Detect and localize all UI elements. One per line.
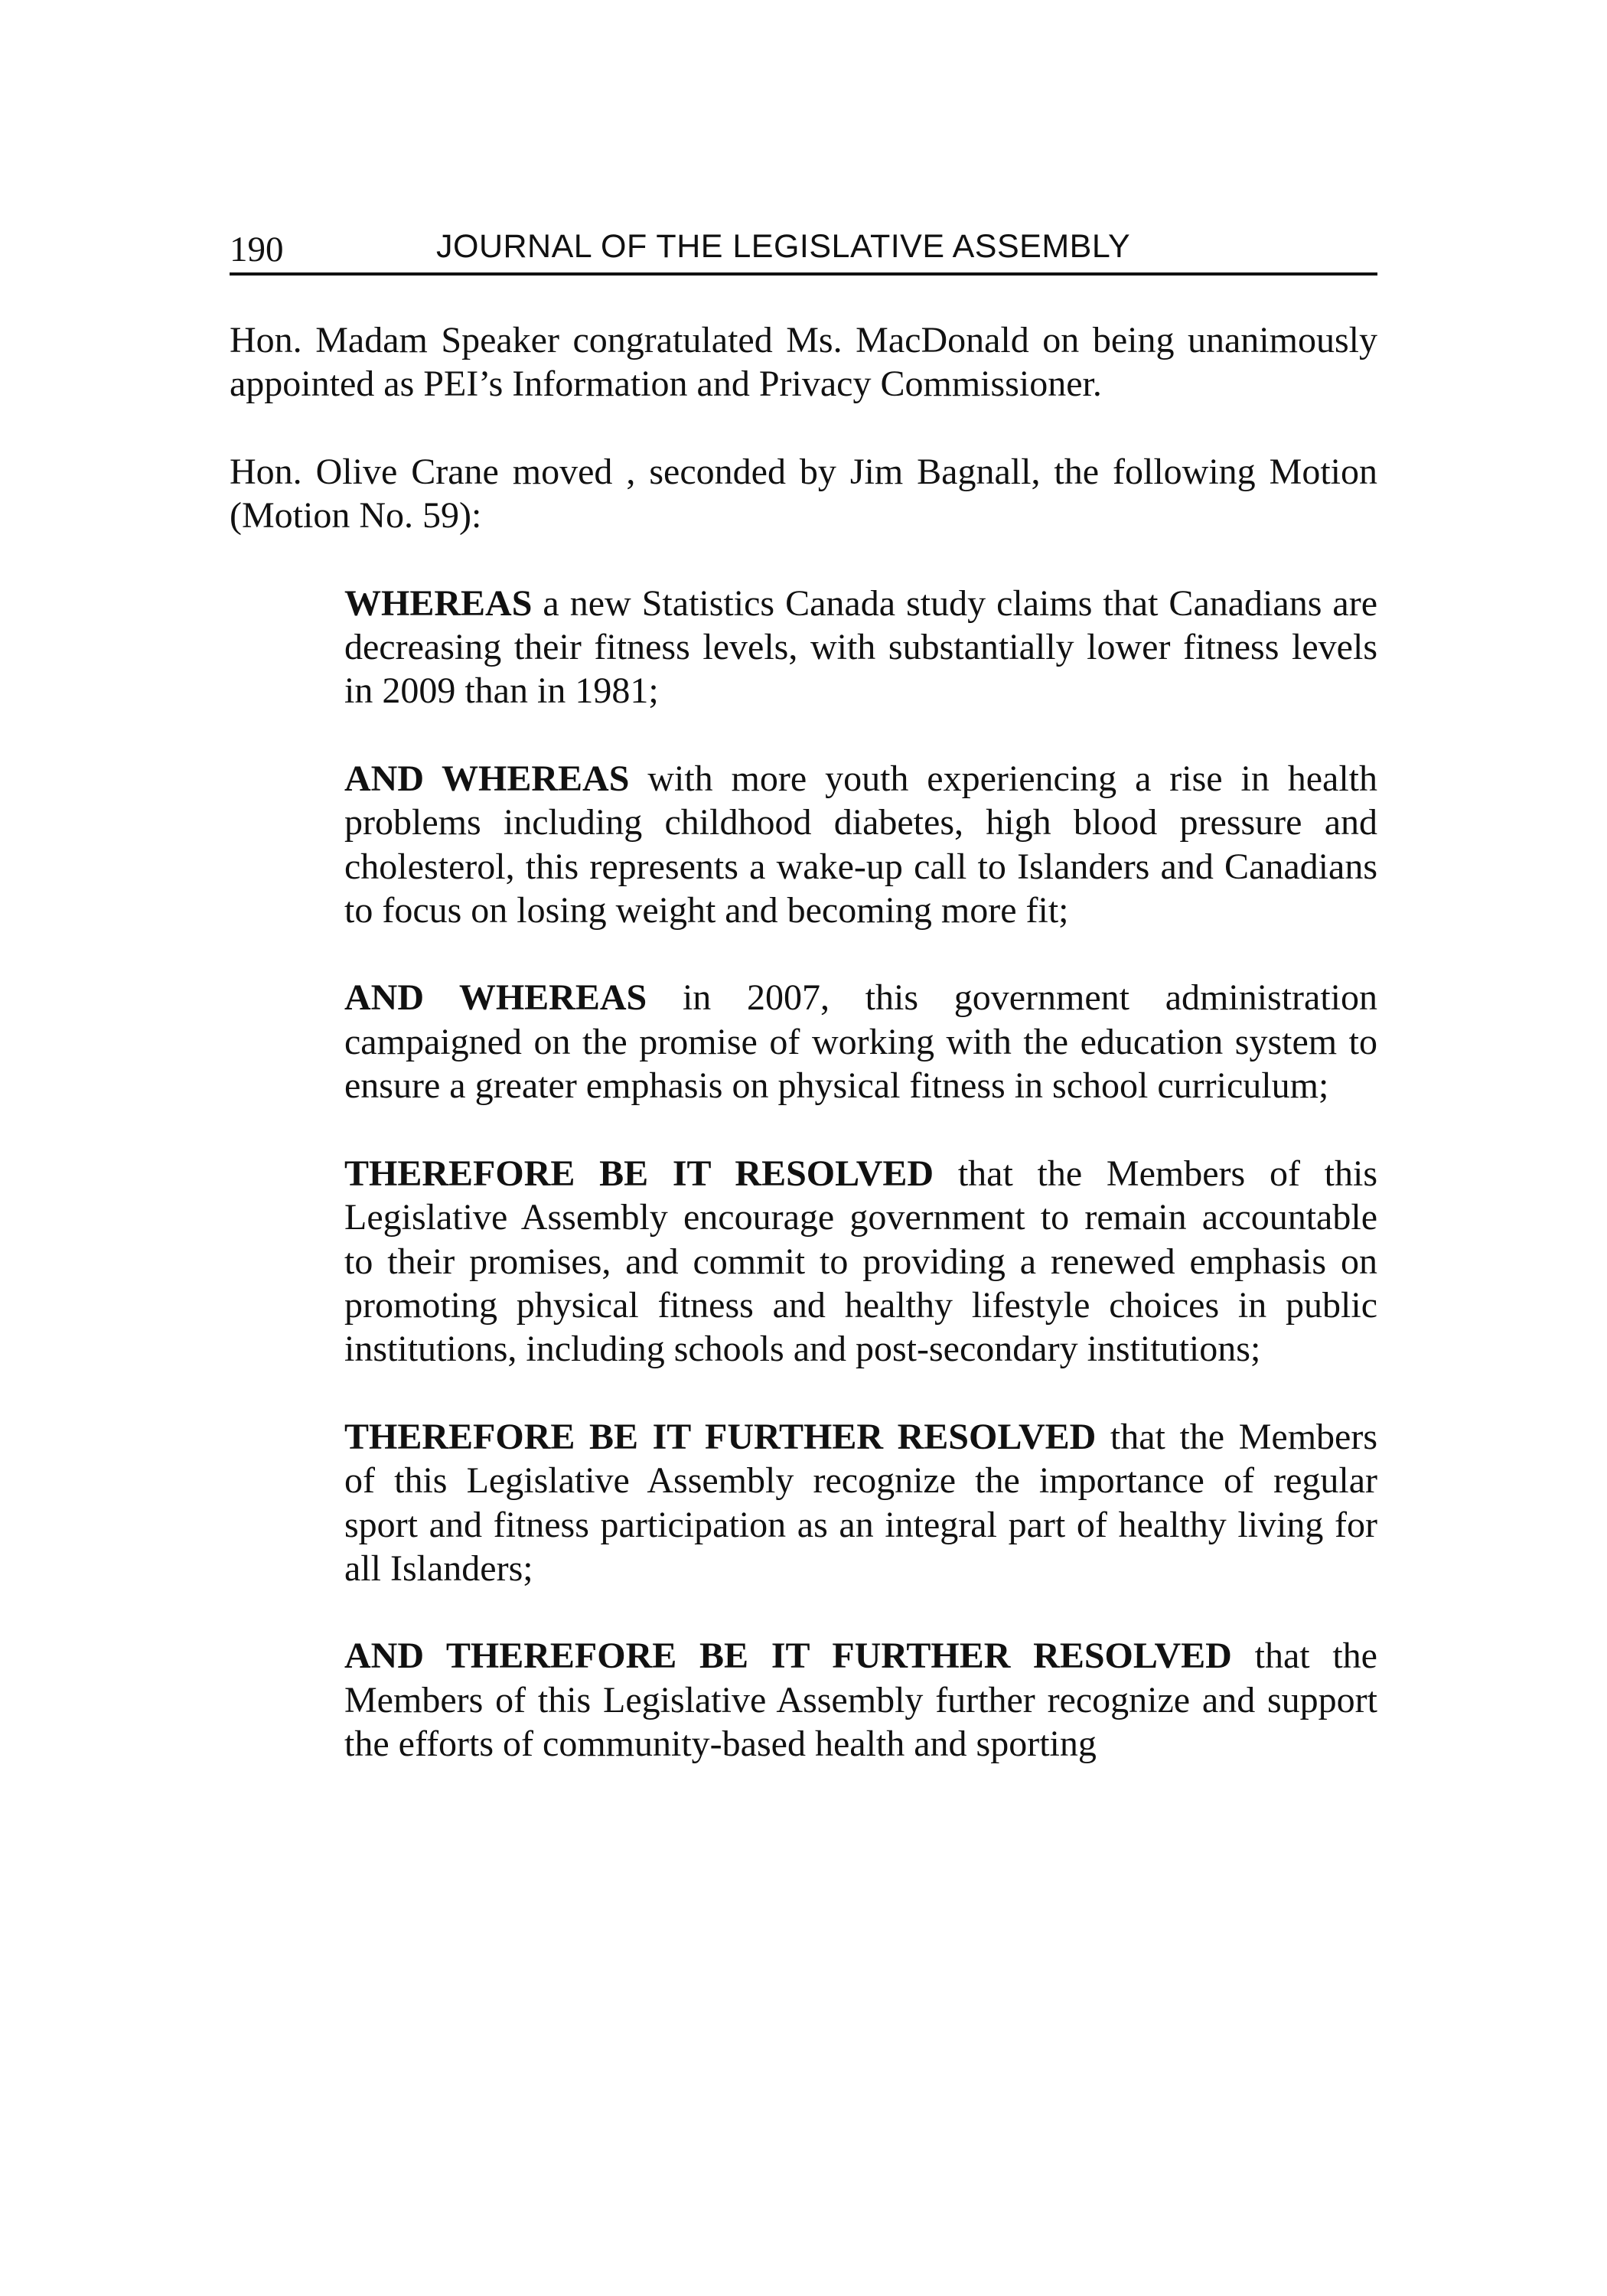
clause-keyword: AND WHEREAS <box>344 758 630 799</box>
running-title: JOURNAL OF THE LEGISLATIVE ASSEMBLY <box>436 228 1131 265</box>
clause-text: that the Members of this Legislative Assembly encourage government to remain accountable to their promises, and commit to providing a renewed emphasis on promoting physical fitness and healthy lifestyle choices in public institutions, including schools and post-secondary institutions; <box>344 1153 1378 1370</box>
page-header <box>230 222 1377 276</box>
clause-text: with more youth experiencing a rise in health problems including childhood diabetes, high blood pressure and cholesterol, this represents a wake-up call to Islanders and Canadians to focus on losing weight and becoming more fit; <box>344 758 1378 931</box>
clause-keyword: THEREFORE BE IT FURTHER RESOLVED <box>344 1416 1097 1457</box>
motion-clause <box>344 1152 1377 1371</box>
motion-clause <box>344 1415 1377 1591</box>
clause-text: that the Members of this Legislative Assembly recognize the importance of regular sport and fitness participation as an integral part of healthy living for all Islanders; <box>344 1416 1377 1589</box>
clause-keyword: THEREFORE BE IT RESOLVED <box>344 1153 934 1194</box>
clause-text: that the Members of this Legislative Assembly further recognize and support the efforts of community-based health and sporting <box>344 1636 1377 1765</box>
speaker-congratulation-paragraph: Hon. Madam Speaker congratulated Ms. MacDonald on being unanimously appointed as PEI’s Information and Privacy Commissioner. <box>230 320 1377 405</box>
motion-clause <box>344 582 1377 713</box>
clause-text: a new Statistics Canada study claims that Canadians are decreasing their fitness levels, with substantially lower fitness levels in 2009 than in 1981; <box>344 582 1377 712</box>
clause-keyword: AND THEREFORE BE IT FURTHER RESOLVED <box>344 1636 1232 1677</box>
clause-keyword: AND WHEREAS <box>344 977 647 1019</box>
journal-page <box>230 0 1377 2296</box>
motion-clause <box>344 1634 1377 1766</box>
clause-text: in 2007, this government administration campaigned on the promise of working with the education system to ensure a greater emphasis on physical fitness in school curriculum; <box>344 977 1378 1107</box>
motion-clause <box>344 976 1377 1107</box>
clause-keyword: WHEREAS <box>344 582 533 624</box>
motion-clause <box>344 757 1377 933</box>
page-number: 190 <box>230 230 284 269</box>
page-body <box>230 318 1377 1810</box>
motion-introduction-paragraph: Hon. Olive Crane moved , seconded by Jim Bagnall, the following Motion (Motion No. 59): <box>230 451 1377 536</box>
